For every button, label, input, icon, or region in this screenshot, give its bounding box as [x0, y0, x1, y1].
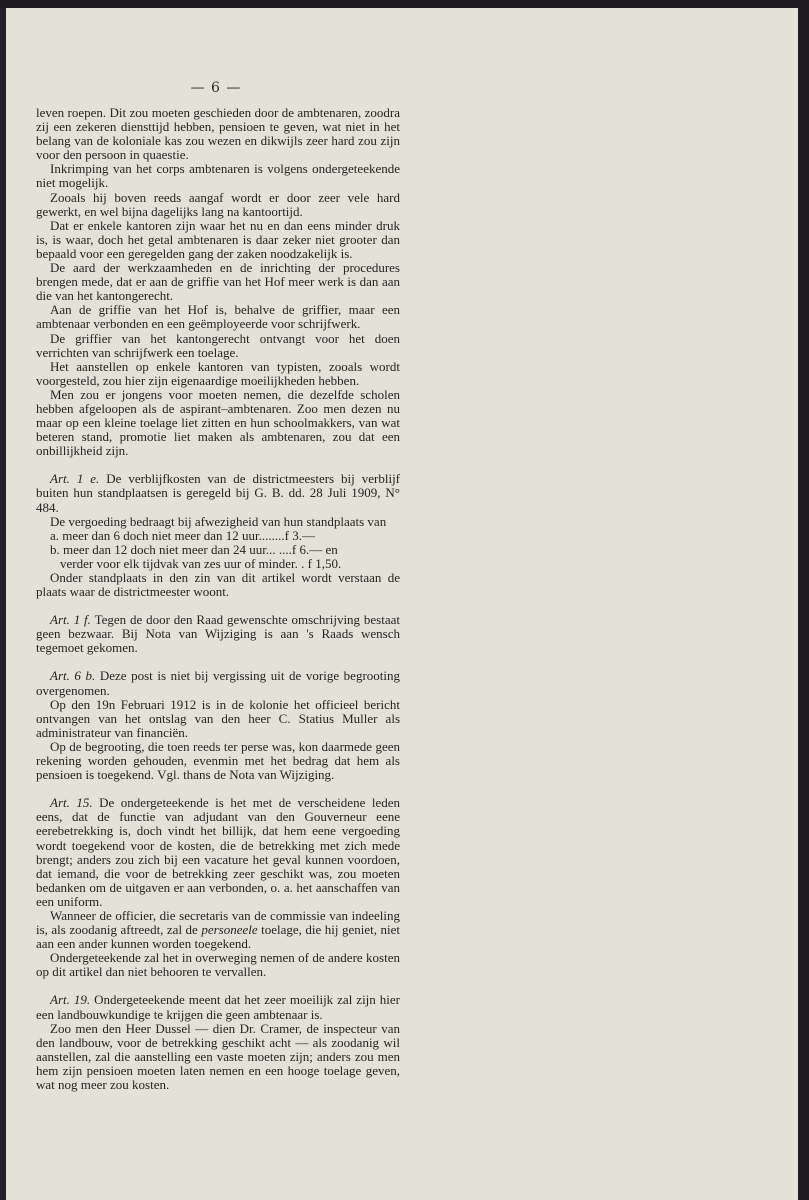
article-label: Art. 15. — [50, 795, 93, 811]
paragraph: Inkrimping van het corps ambtenaren is volgens ondergeteekende niet mogelijk. — [36, 161, 400, 191]
article-label: Art. 19. — [50, 992, 91, 1008]
text-span: toelage, die hij geniet, niet aan een ander kunnen worden toegekend. — [36, 922, 400, 952]
article-15 — [36, 796, 400, 909]
paragraph: Zooals hij boven reeds aangaf wordt er door zeer vele hard gewerkt, en wel bijna dagelijks lang na kantoortijd. — [36, 189, 400, 219]
paragraph: leven roepen. Dit zou moeten geschieden door de ambtenaren, zoodra zij een zekeren diensttijd hebben, pensioen te geven, wat niet in het belang van de koloniale kas zou wezen en dikwijls zeer hard zou zijn voor den persoon in quaestie. — [36, 105, 400, 163]
page-number: — 6 — — [190, 80, 242, 96]
paragraph: De aard der werkzaamheden en de inrichting der procedures brengen mede, dat er aan de griffie van het Hof meer werk is dan aan die van het kantongerecht. — [36, 260, 400, 304]
paragraph: Het aanstellen op enkele kantoren van typisten, zooals wordt voorgesteld, zou hier zijn eigenaardige moeilijkheden hebben. — [36, 358, 400, 388]
body-text — [36, 106, 400, 1092]
article-label: Art. 1 f. — [50, 612, 91, 628]
paragraph: Men zou er jongens voor moeten nemen, die dezelfde scholen hebben afgeloopen als de aspirant–ambtenaren. Zoo men dezen nu maar op een kleine toelage liet zitten en hun schoolmakkers, van wat beteren stand, promotie liet maken als ambtenaren, zou dat een onbillijkheid zijn. — [36, 386, 400, 459]
paragraph: Op de begrooting, die toen reeds ter perse was, kon daarmede geen rekening worden gehouden, evenmin met het bedrag dat hem als pensioen is toegekend. Vgl. thans de Nota van Wijziging. — [36, 738, 400, 783]
paragraph: Ondergeteekende zal het in overweging nemen of de andere kosten op dit artikel dan niet behooren te vervallen. — [36, 950, 400, 980]
list-item: verder voor elk tijdvak van zes uur of minder. . f 1,50. — [60, 555, 342, 571]
article-1f — [36, 613, 400, 655]
paragraph: Zoo men den Heer Dussel — dien Dr. Cramer, de inspecteur van den landbouw, voor de betrekking geschikt acht — als zoodanig wil aanstellen, zal die aanstelling een vaste moeten zijn; anders zou men hem zijn pensioen moeten laten nemen en een hooge toelage geven, wat nog meer zou kosten. — [36, 1020, 400, 1092]
paragraph: Op den 19n Februari 1912 is in de kolonie het officieel bericht ontvangen van het ontslag van den heer C. Statius Muller als administrateur van financiën. — [36, 696, 400, 740]
article-text: Ondergeteekende meent dat het zeer moeilijk zal zijn hier een landbouwkundige te krijgen die geen ambtenaar is. — [36, 992, 400, 1022]
article-text: De ondergeteekende is het met de verscheidene leden eens, dat de functie van adjudant van den Gouverneur eene eerebetrekking is, doch vindt het billijk, dat hem eene vergoeding wordt toegekend voor de kosten, die de betrekking met zich mede brengt; anders zou zich bij een vacature het geval kunnen voordoen, dat iemand, die voor de betrekking zeer geschikt was, zou moeten bedanken om de uitgaven er aan verbonden, o. a. het aanschaffen van een uniform. — [36, 795, 400, 909]
article-6b — [36, 669, 400, 697]
article-text: De verblijfkosten van de districtmeesters bij verblijf buiten hun standplaatsen is geregeld bij G. B. dd. 28 Juli 1909, N° 484. — [36, 471, 401, 515]
paragraph: Aan de griffie van het Hof is, behalve de griffier, maar een ambtenaar verbonden en een geëmployeerde voor schrijfwerk. — [36, 302, 400, 332]
article-1e — [36, 472, 400, 514]
article-label: Art. 6 b. — [50, 668, 96, 684]
paragraph: Onder standplaats in den zin van dit artikel wordt verstaan de plaats waar de districtmeester woont. — [36, 570, 400, 600]
list-item: a. meer dan 6 doch niet meer dan 12 uur........f 3.— — [50, 527, 315, 543]
article-label: Art. 1 e. — [50, 471, 100, 487]
article-text: Deze post is niet bij vergissing uit de vorige begrooting overgenomen. — [36, 668, 400, 698]
text-span: Wanneer de officier, die secretaris van de commissie van indeeling is, als zoodanig aftreedt, zal de — [36, 907, 400, 938]
scan-border-right — [798, 0, 809, 1200]
document-page — [6, 8, 798, 1200]
paragraph: De griffier van het kantongerecht ontvangt voor het doen verrichten van schrijfwerk een toelage. — [36, 330, 400, 360]
paragraph: De vergoeding bedraagt bij afwezigheid van hun standplaats van — [50, 513, 387, 529]
article-text: Tegen de door den Raad gewenschte omschrijving bestaat geen bezwaar. Bij Nota van Wijziging is aan 's Raads wensch tegemoet gekomen. — [36, 612, 401, 656]
paragraph — [36, 909, 400, 951]
list-item: b. meer dan 12 doch niet meer dan 24 uur... ....f 6.— en — [50, 541, 338, 557]
article-19 — [36, 993, 400, 1021]
italic-term: personeele — [201, 922, 258, 938]
scan-border-top — [0, 0, 809, 8]
paragraph: Dat er enkele kantoren zijn waar het nu en dan eens minder druk is, is waar, doch het getal ambtenaren is daar zeker niet grooter dan bepaald voor een geregelden gang der zaken noodzakelijk is. — [36, 217, 400, 261]
